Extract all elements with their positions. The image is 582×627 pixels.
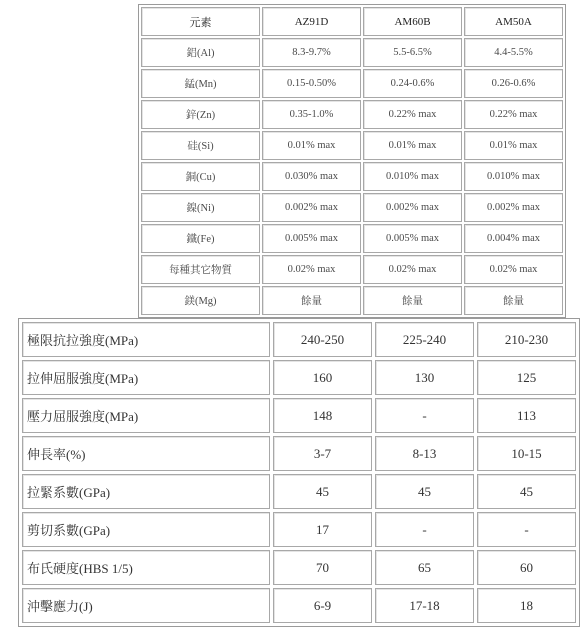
value-cell: 45	[375, 474, 474, 509]
value-cell: 0.02% max	[363, 255, 462, 284]
property-row	[22, 322, 576, 357]
value-cell: 113	[477, 398, 576, 433]
properties-table-body	[22, 322, 576, 623]
value-cell: 45	[273, 474, 372, 509]
row-label: 剪切系數(GPa)	[22, 512, 270, 547]
value-cell: 70	[273, 550, 372, 585]
value-cell: 225-240	[375, 322, 474, 357]
header-cell-element: 元素	[141, 7, 260, 36]
row-label: 布氏硬度(HBS 1/5)	[22, 550, 270, 585]
value-cell: 6-9	[273, 588, 372, 623]
value-cell: 0.02% max	[262, 255, 361, 284]
value-cell: 8.3-9.7%	[262, 38, 361, 67]
value-cell: 0.002% max	[464, 193, 563, 222]
value-cell: 0.002% max	[262, 193, 361, 222]
property-row	[22, 550, 576, 585]
value-cell: 8-13	[375, 436, 474, 471]
composition-row	[141, 38, 563, 67]
property-row	[22, 360, 576, 395]
value-cell: 0.010% max	[464, 162, 563, 191]
header-cell-az91d: AZ91D	[262, 7, 361, 36]
composition-row	[141, 100, 563, 129]
value-cell: 65	[375, 550, 474, 585]
properties-table	[18, 318, 580, 627]
value-cell: 10-15	[477, 436, 576, 471]
value-cell: 0.24-0.6%	[363, 69, 462, 98]
value-cell: -	[477, 512, 576, 547]
value-cell: 0.005% max	[262, 224, 361, 253]
value-cell: 0.35-1.0%	[262, 100, 361, 129]
value-cell: 148	[273, 398, 372, 433]
value-cell: 45	[477, 474, 576, 509]
value-cell: 17-18	[375, 588, 474, 623]
header-cell-am50a: AM50A	[464, 7, 563, 36]
row-label: 壓力屈服強度(MPa)	[22, 398, 270, 433]
value-cell: 160	[273, 360, 372, 395]
value-cell: 餘量	[363, 286, 462, 315]
property-row	[22, 436, 576, 471]
row-label: 鐵(Fe)	[141, 224, 260, 253]
value-cell: 0.26-0.6%	[464, 69, 563, 98]
value-cell: 3-7	[273, 436, 372, 471]
row-label: 極限抗拉強度(MPa)	[22, 322, 270, 357]
header-cell-am60b: AM60B	[363, 7, 462, 36]
value-cell: 0.010% max	[363, 162, 462, 191]
value-cell: 130	[375, 360, 474, 395]
composition-row	[141, 69, 563, 98]
value-cell: 0.030% max	[262, 162, 361, 191]
value-cell: 0.02% max	[464, 255, 563, 284]
property-row	[22, 398, 576, 433]
composition-row	[141, 286, 563, 315]
value-cell: -	[375, 512, 474, 547]
value-cell: 5.5-6.5%	[363, 38, 462, 67]
composition-row	[141, 162, 563, 191]
composition-header-row	[141, 7, 563, 36]
row-label: 鎳(Ni)	[141, 193, 260, 222]
composition-row	[141, 193, 563, 222]
value-cell: -	[375, 398, 474, 433]
value-cell: 0.15-0.50%	[262, 69, 361, 98]
row-label: 拉伸屈服強度(MPa)	[22, 360, 270, 395]
row-label: 硅(Si)	[141, 131, 260, 160]
value-cell: 0.004% max	[464, 224, 563, 253]
composition-row	[141, 255, 563, 284]
property-row	[22, 588, 576, 623]
row-label: 每種其它物質	[141, 255, 260, 284]
value-cell: 60	[477, 550, 576, 585]
value-cell: 餘量	[464, 286, 563, 315]
property-row	[22, 474, 576, 509]
value-cell: 210-230	[477, 322, 576, 357]
value-cell: 18	[477, 588, 576, 623]
value-cell: 0.005% max	[363, 224, 462, 253]
value-cell: 0.01% max	[363, 131, 462, 160]
value-cell: 125	[477, 360, 576, 395]
row-label: 鎂(Mg)	[141, 286, 260, 315]
row-label: 伸長率(%)	[22, 436, 270, 471]
row-label: 鋁(Al)	[141, 38, 260, 67]
row-label: 拉緊系數(GPa)	[22, 474, 270, 509]
value-cell: 0.01% max	[464, 131, 563, 160]
value-cell: 餘量	[262, 286, 361, 315]
value-cell: 4.4-5.5%	[464, 38, 563, 67]
row-label: 錳(Mn)	[141, 69, 260, 98]
row-label: 銅(Cu)	[141, 162, 260, 191]
value-cell: 0.01% max	[262, 131, 361, 160]
composition-table	[138, 4, 566, 318]
value-cell: 0.22% max	[363, 100, 462, 129]
value-cell: 0.22% max	[464, 100, 563, 129]
value-cell: 240-250	[273, 322, 372, 357]
composition-row	[141, 131, 563, 160]
value-cell: 0.002% max	[363, 193, 462, 222]
row-label: 鋅(Zn)	[141, 100, 260, 129]
composition-row	[141, 224, 563, 253]
value-cell: 17	[273, 512, 372, 547]
property-row	[22, 512, 576, 547]
row-label: 沖擊應力(J)	[22, 588, 270, 623]
composition-table-body	[141, 7, 563, 315]
